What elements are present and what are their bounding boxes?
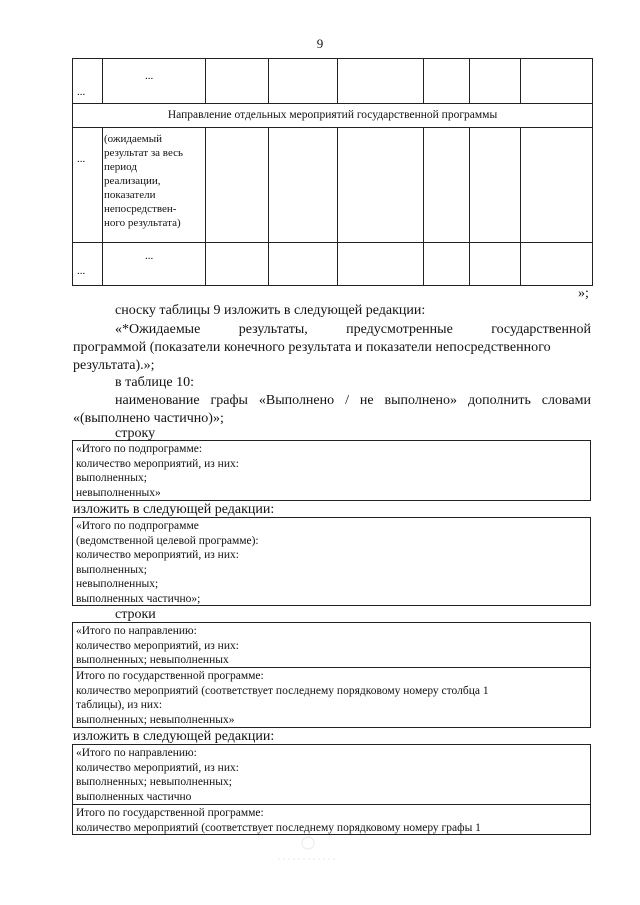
footnote-line3: результата).»; (73, 358, 155, 373)
table10-intro: в таблице 10: (115, 375, 194, 390)
box-line: выполненных частично»; (76, 592, 201, 605)
col-divider (337, 127, 338, 285)
col-divider (423, 127, 424, 285)
word: «Выполнено (258, 393, 335, 408)
word: наименование (115, 393, 200, 408)
box-line: «Итого по направлению: (76, 747, 197, 759)
box-line: Итого по государственной программе: (76, 670, 264, 682)
row-divider (73, 242, 592, 243)
box-line: количество мероприятий, из них: (76, 639, 239, 652)
cell-line: (ожидаемый (104, 133, 162, 145)
col-divider (469, 127, 470, 285)
word: результаты, (238, 322, 308, 337)
cell-line: результат за весь (104, 147, 183, 159)
label-replace-1: изложить в следующей редакции: (73, 502, 275, 517)
box-line: выполненных; (76, 563, 147, 576)
row1-col1: ... (145, 70, 154, 82)
word: словами (541, 393, 591, 408)
measures-table (72, 58, 593, 286)
box-line: выполненных; невыполненных; (76, 776, 232, 788)
box-line: выполненных; невыполненных» (76, 713, 235, 726)
box-line: (ведомственной целевой программе): (76, 534, 259, 547)
cell-line: ного результата) (104, 217, 181, 229)
direction-title: Направление отдельных мероприятий государственной программы (167, 109, 498, 121)
footnote-intro: сноску таблицы 9 изложить в следующей редакции: (115, 303, 426, 318)
footnote-line1 (115, 321, 591, 338)
box-old-subprogram (72, 440, 591, 501)
table10-line1 (115, 392, 591, 409)
row3-col0: ... (77, 153, 86, 165)
box-new-direction (72, 744, 591, 805)
stamp-icon (268, 835, 348, 865)
box-new-subprogram (72, 517, 591, 606)
label-replace-2: изложить в следующей редакции: (73, 729, 275, 744)
word: предусмотренные (346, 322, 453, 337)
row-divider (73, 127, 592, 128)
box-line: количество мероприятий (соответствует последнему порядковому номеру столбца 1 (76, 684, 489, 697)
box-line: выполненных; невыполненных (76, 654, 229, 666)
col-divider (102, 59, 103, 103)
col-divider (423, 59, 424, 103)
label-row: строку (115, 426, 156, 441)
table10-line2: «(выполнено частично)»; (73, 411, 224, 426)
box-line: количество мероприятий (соответствует последнему порядковому номеру графы 1 (76, 821, 481, 834)
faint-stamp-mark (268, 835, 348, 865)
col-divider (205, 127, 206, 285)
word: графы (210, 393, 248, 408)
word: не (359, 393, 374, 408)
box-new-state-program (72, 804, 591, 835)
col-divider (102, 127, 103, 285)
box-line: количество мероприятий, из них: (76, 761, 239, 774)
word: выполнено» (384, 393, 458, 408)
box-line: количество мероприятий, из них: (76, 549, 239, 561)
box-old-state-program (72, 667, 591, 728)
word: «*Ожидаемые (115, 322, 201, 337)
col-divider (520, 59, 521, 103)
footnote-line2: программой (показатели конечного результата и показатели непосредственного (73, 340, 551, 355)
cell-line: реализации, (104, 175, 161, 187)
label-rows: строки (115, 607, 156, 622)
col-divider (268, 59, 269, 103)
box-line: выполненных частично (76, 790, 192, 803)
word: дополнить (467, 393, 531, 408)
row4-col1: ... (145, 250, 154, 262)
box-line: невыполненных; (76, 578, 159, 590)
box-line: выполненных; (76, 472, 147, 484)
page-number: 9 (316, 36, 324, 51)
box-line: невыполненных» (76, 486, 161, 499)
cell-line: непосредствен- (104, 203, 177, 215)
row1-col0: ... (77, 86, 86, 98)
word: / (345, 393, 349, 408)
row4-col0: ... (77, 265, 86, 277)
word: государственной (491, 322, 591, 337)
box-line: таблицы), из них: (76, 699, 163, 711)
box-line: Итого по государственной программе: (76, 807, 264, 819)
cell-line: период (104, 161, 137, 173)
box-line: «Итого по направлению: (76, 625, 197, 637)
col-divider (520, 127, 521, 285)
expected-result-cell (104, 132, 204, 230)
box-line: «Итого по подпрограмме (76, 520, 199, 532)
col-divider (337, 59, 338, 103)
box-line: «Итого по подпрограмме: (76, 443, 203, 455)
col-divider (205, 59, 206, 103)
col-divider (268, 127, 269, 285)
closing-quote: »; (578, 286, 589, 301)
col-divider (469, 59, 470, 103)
box-old-direction (72, 622, 591, 668)
box-line: количество мероприятий, из них: (76, 457, 239, 470)
cell-line: показатели (104, 189, 156, 201)
